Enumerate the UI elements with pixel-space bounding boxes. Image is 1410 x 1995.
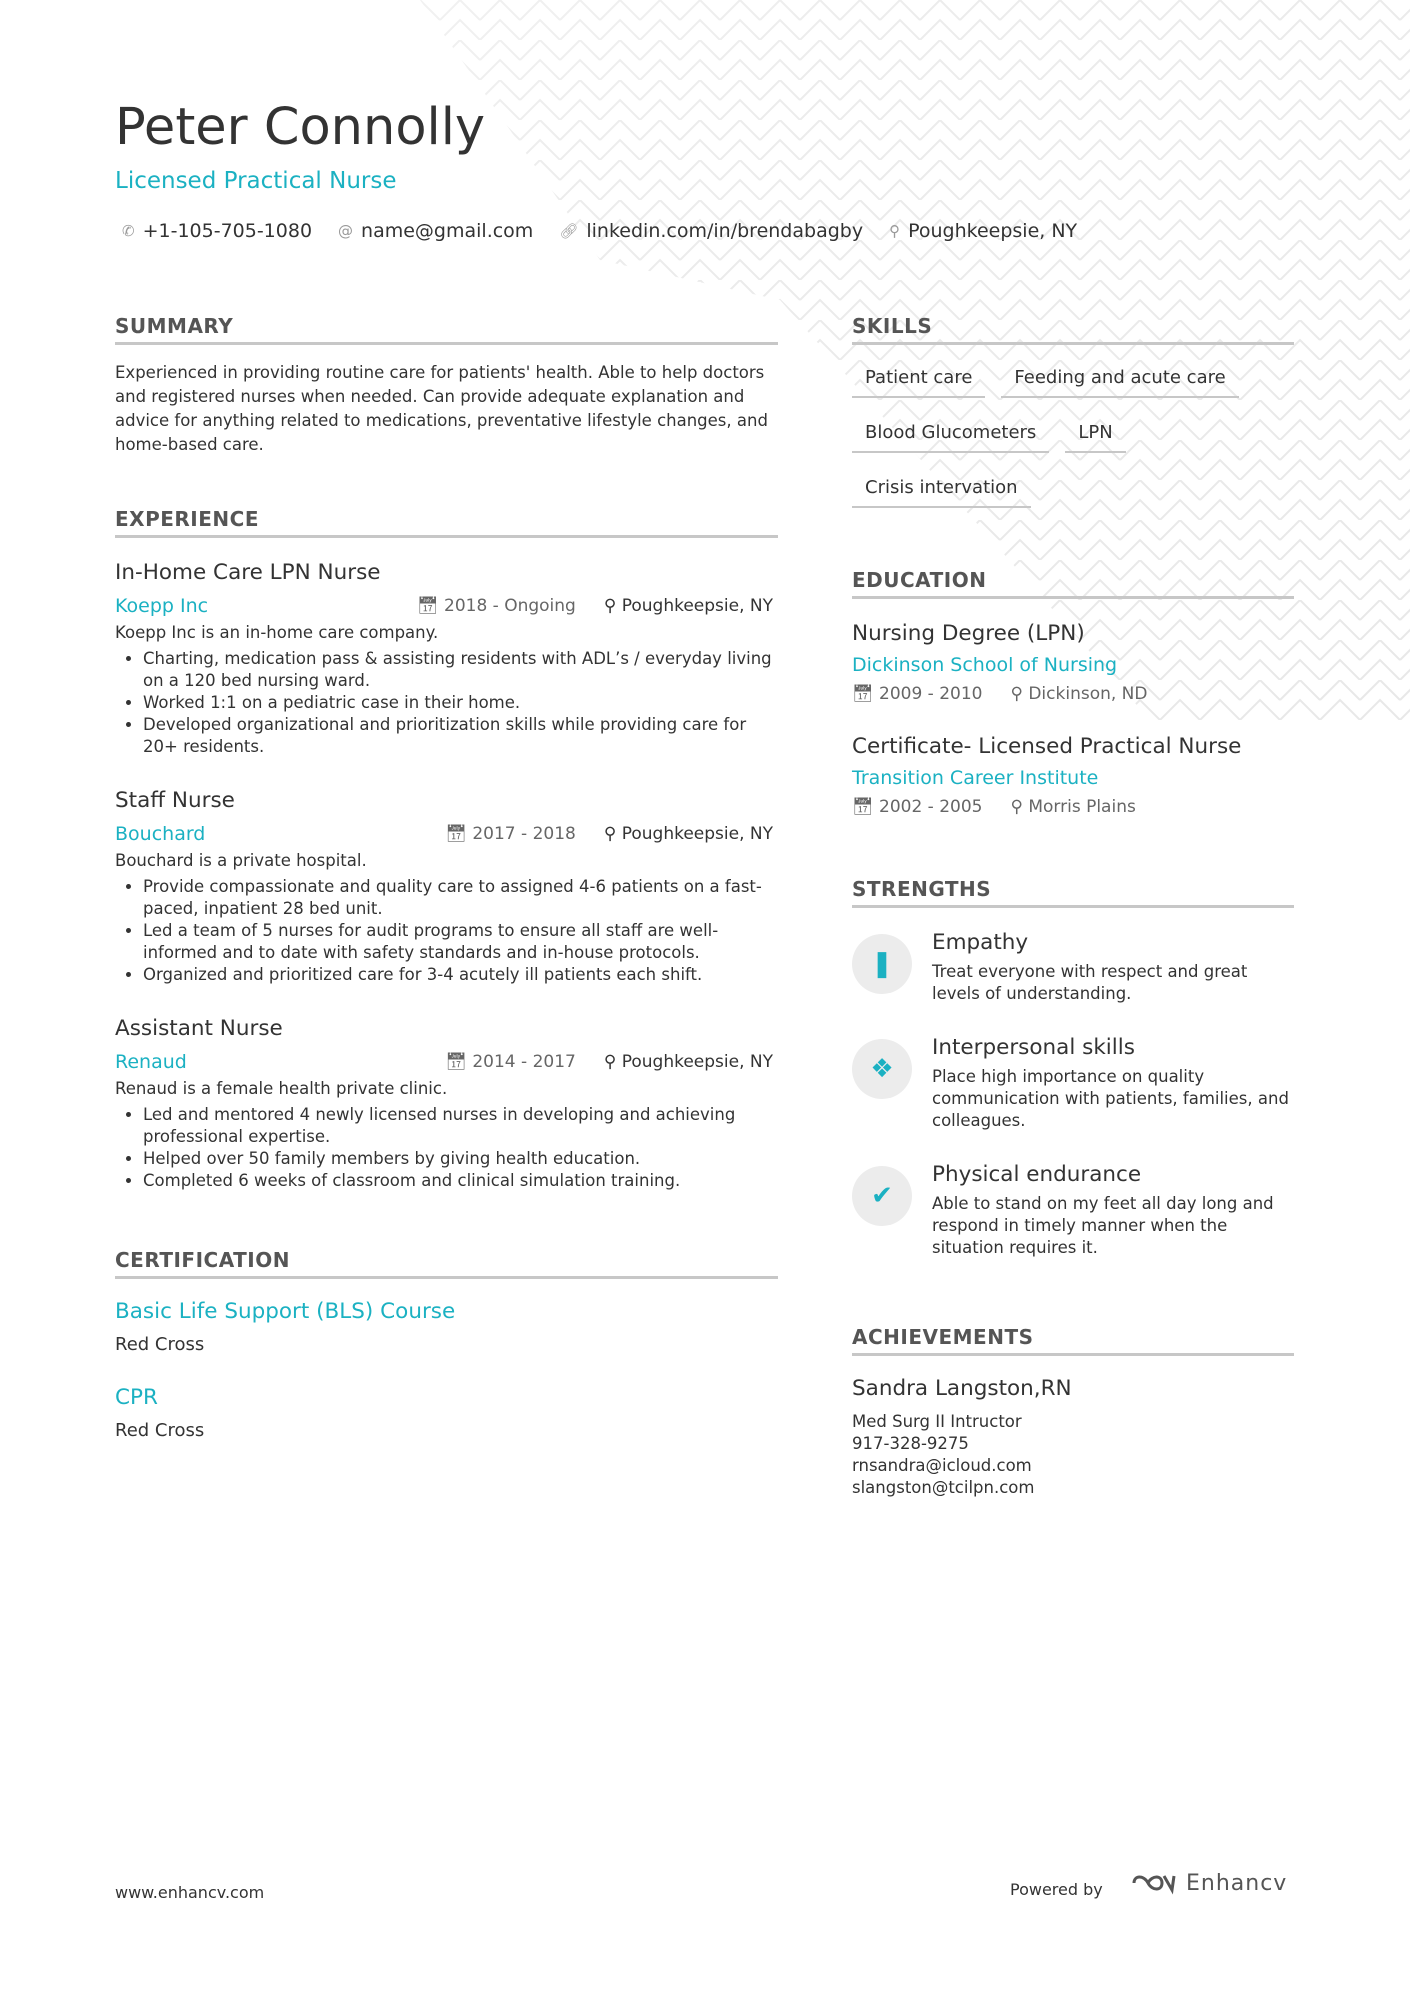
- edu-degree: Certificate- Licensed Practical Nurse: [852, 734, 1242, 759]
- strengths-heading: STRENGTHS: [852, 877, 1294, 908]
- education-heading: EDUCATION: [852, 568, 1294, 599]
- strength-desc: Able to stand on my feet all day long and respond in timely manner when the situation requires it.: [932, 1194, 1274, 1257]
- achievement-line: rnsandra@icloud.com: [852, 1456, 1032, 1475]
- skill-tag: Feeding and acute care: [1001, 359, 1238, 398]
- handshake-icon: ❖: [852, 1039, 912, 1099]
- job-description: Renaud is a female health private clinic.: [115, 1079, 448, 1098]
- job-title: Staff Nurse: [115, 788, 235, 813]
- location-pin-icon: ⚲: [889, 222, 901, 240]
- job-location: ⚲ Poughkeepsie, NY: [603, 596, 773, 616]
- cert-org: Red Cross: [115, 1420, 205, 1441]
- calendar-icon: 📅︎: [852, 797, 879, 817]
- achievement-line: Med Surg II Intructor: [852, 1412, 1022, 1431]
- summary-heading: SUMMARY: [115, 314, 778, 345]
- job-bullet: • Provide compassionate and quality care to assigned 4-6 patients on a fast-paced, inpatient 28 bed unit.: [143, 876, 778, 920]
- strength-title: Interpersonal skills: [932, 1035, 1135, 1060]
- job-bullet: • Led a team of 5 nurses for audit programs to ensure all staff are well-informed and to date with safety standards and in-house protocols.: [143, 920, 778, 964]
- contact-email[interactable]: [338, 220, 533, 242]
- job-bullet: • Led and mentored 4 newly licensed nurses in developing and achieving professional expertise.: [143, 1104, 778, 1148]
- person-icon: ❚: [852, 934, 912, 994]
- location-pin-icon: ⚲: [1010, 797, 1029, 817]
- education-entry: [852, 734, 1294, 817]
- job-dates: 📅︎ 2017 - 2018: [445, 824, 576, 844]
- edu-dates: 📅︎ 2009 - 2010: [852, 684, 983, 704]
- cert-org: Red Cross: [115, 1334, 205, 1355]
- edu-dates: 📅︎ 2002 - 2005: [852, 797, 983, 817]
- skills-list: [852, 359, 1292, 508]
- job-entry: [115, 788, 778, 986]
- skill-tag: LPN: [1065, 414, 1125, 453]
- enhancv-logo[interactable]: [1130, 1870, 1287, 1896]
- footer-powered-by: Powered by: [1010, 1880, 1103, 1899]
- candidate-title: Licensed Practical Nurse: [115, 168, 397, 194]
- linkedin-text[interactable]: linkedin.com/in/brendabagby: [586, 220, 864, 242]
- job-company: Bouchard: [115, 823, 206, 845]
- edu-degree: Nursing Degree (LPN): [852, 621, 1085, 646]
- edu-school: Dickinson School of Nursing: [852, 654, 1118, 676]
- job-bullet: • Worked 1:1 on a pediatric case in their home.: [143, 692, 778, 714]
- experience-heading: EXPERIENCE: [115, 507, 778, 538]
- skill-tag: Crisis intervation: [852, 469, 1031, 508]
- skill-tag: Blood Glucometers: [852, 414, 1049, 453]
- job-bullets: [115, 1104, 778, 1192]
- checkmark-icon: ✔: [852, 1166, 912, 1226]
- strength-desc: Treat everyone with respect and great levels of understanding.: [932, 962, 1248, 1003]
- job-description: Koepp Inc is an in-home care company.: [115, 623, 439, 642]
- left-column: [115, 314, 778, 1441]
- strength-title: Empathy: [932, 930, 1029, 955]
- job-description: Bouchard is a private hospital.: [115, 851, 367, 870]
- job-company: Koepp Inc: [115, 595, 209, 617]
- edu-school: Transition Career Institute: [852, 767, 1099, 789]
- achievements-heading: ACHIEVEMENTS: [852, 1325, 1294, 1356]
- job-bullet: • Completed 6 weeks of classroom and clinical simulation training.: [143, 1170, 778, 1192]
- job-bullet: • Developed organizational and prioritization skills while providing care for 20+ residents.: [143, 714, 778, 758]
- job-company: Renaud: [115, 1051, 187, 1073]
- at-icon: @: [338, 222, 354, 240]
- link-icon: 🔗︎: [559, 222, 579, 240]
- job-bullets: [115, 648, 778, 758]
- location-text: Poughkeepsie, NY: [908, 220, 1078, 242]
- certification-heading: CERTIFICATION: [115, 1248, 778, 1279]
- calendar-icon: 📅︎: [445, 824, 473, 844]
- skills-heading: SKILLS: [852, 314, 1294, 345]
- location-pin-icon: ⚲: [1010, 684, 1029, 704]
- skill-tag: Patient care: [852, 359, 985, 398]
- location-pin-icon: ⚲: [603, 1052, 622, 1072]
- job-bullet: • Organized and prioritized care for 3-4 acutely ill patients each shift.: [143, 964, 778, 986]
- achievement-lines: [852, 1411, 1294, 1499]
- calendar-icon: 📅︎: [417, 596, 444, 616]
- right-column: [852, 314, 1294, 1499]
- job-location: ⚲ Poughkeepsie, NY: [603, 824, 773, 844]
- job-entry: [115, 560, 778, 758]
- job-entry: [115, 1016, 778, 1192]
- strength-item: [852, 1162, 1294, 1259]
- achievement-line: 917-328-9275: [852, 1434, 969, 1453]
- strength-item: [852, 1035, 1294, 1132]
- edu-location: ⚲ Dickinson, ND: [1010, 684, 1148, 704]
- job-bullet: • Helped over 50 family members by giving health education.: [143, 1148, 778, 1170]
- enhancv-logo-icon: [1130, 1870, 1176, 1896]
- cert-name: Basic Life Support (BLS) Course: [115, 1299, 456, 1324]
- job-dates: 📅︎ 2014 - 2017: [445, 1052, 576, 1072]
- calendar-icon: 📅︎: [445, 1052, 473, 1072]
- job-title: In-Home Care LPN Nurse: [115, 560, 381, 585]
- calendar-icon: 📅︎: [852, 684, 879, 704]
- education-entry: [852, 621, 1294, 704]
- enhancv-brand: Enhancv: [1186, 1870, 1288, 1896]
- footer-url[interactable]: www.enhancv.com: [115, 1883, 265, 1902]
- strength-title: Physical endurance: [932, 1162, 1142, 1187]
- job-bullets: [115, 876, 778, 986]
- location-pin-icon: ⚲: [603, 824, 622, 844]
- contact-phone: [122, 220, 312, 242]
- phone-text: +1-105-705-1080: [142, 220, 313, 242]
- job-dates: 📅︎ 2018 - Ongoing: [417, 596, 576, 616]
- job-title: Assistant Nurse: [115, 1016, 283, 1041]
- summary-text: Experienced in providing routine care for patients' health. Able to help doctors and registered nurses when needed. Can provide adequate explanation and advice for anything related to medications, preventative lifestyle changes, and home-based care.: [115, 363, 768, 454]
- achievement-line: slangston@tcilpn.com: [852, 1478, 1035, 1497]
- edu-location: ⚲ Morris Plains: [1010, 797, 1136, 817]
- phone-icon: ✆: [122, 222, 135, 240]
- email-text[interactable]: name@gmail.com: [361, 220, 534, 242]
- cert-name: CPR: [115, 1385, 158, 1410]
- contact-linkedin[interactable]: [559, 220, 863, 242]
- strength-item: [852, 930, 1294, 1005]
- strength-desc: Place high importance on quality communication with patients, families, and colleagues.: [932, 1067, 1289, 1130]
- job-location: ⚲ Poughkeepsie, NY: [603, 1052, 773, 1072]
- achievement-name: Sandra Langston,RN: [852, 1376, 1072, 1401]
- job-bullet: • Charting, medication pass & assisting residents with ADL’s / everyday living on a 120 bed nursing ward.: [143, 648, 778, 692]
- contact-bar: [122, 220, 1077, 242]
- location-pin-icon: ⚲: [603, 596, 622, 616]
- candidate-name: Peter Connolly: [115, 98, 486, 157]
- contact-location: [889, 220, 1077, 242]
